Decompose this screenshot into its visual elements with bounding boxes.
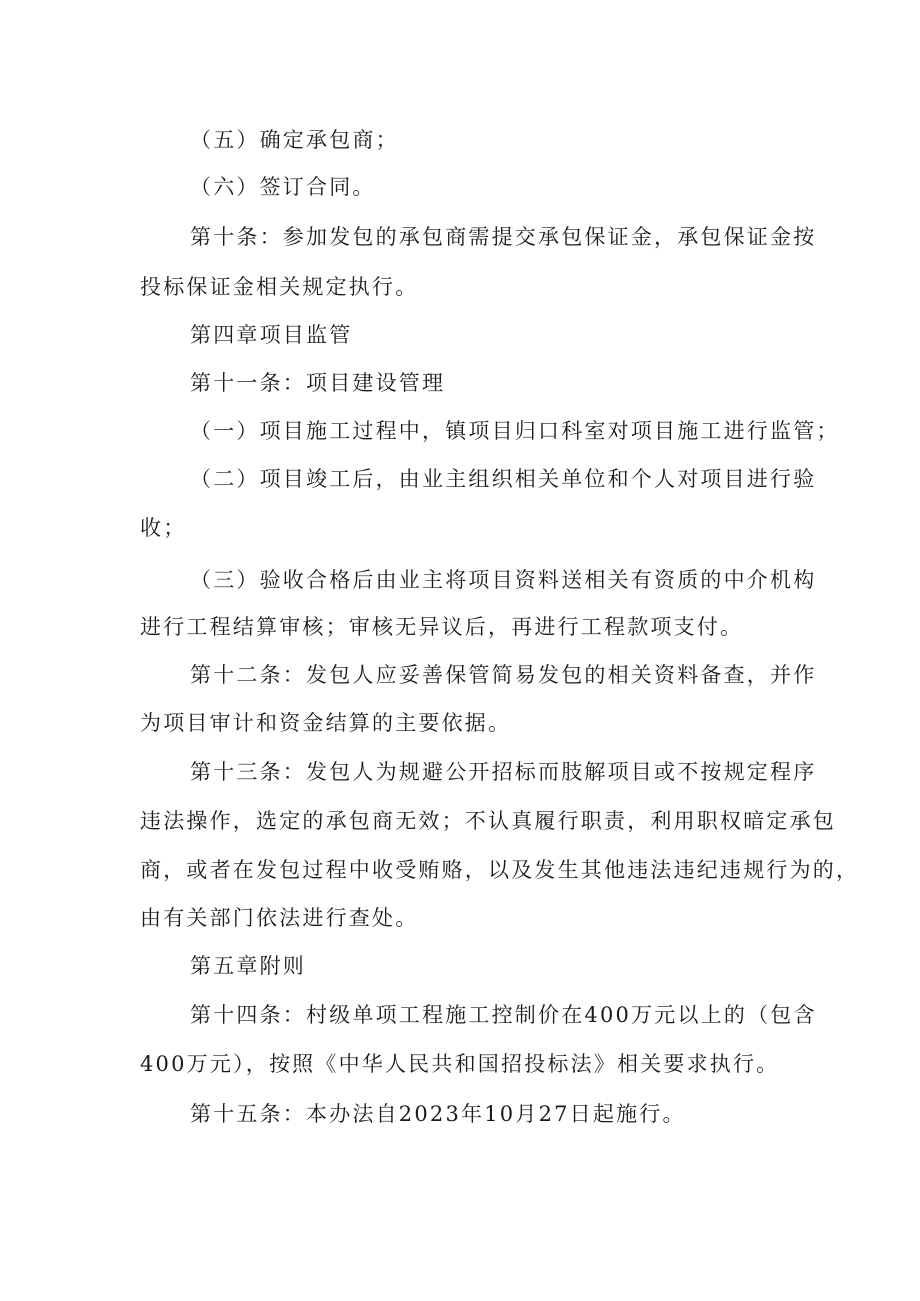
- article-13-line-4: 由有关部门依法进行查处。: [140, 906, 419, 930]
- article-11-item-2-line-2: 收；: [140, 516, 187, 540]
- item-6: （六）签订合同。: [190, 175, 376, 199]
- article-10-line-1: 第十条：参加发包的承包商需提交承包保证金，承包保证金按: [190, 225, 817, 249]
- article-15: 第十五条：本办法自2023年10月27日起施行。: [190, 1102, 686, 1126]
- item-5: （五）确定承包商；: [190, 128, 399, 152]
- article-11-item-1: （一）项目施工过程中，镇项目归口科室对项目施工进行监管；: [190, 419, 840, 443]
- article-12-line-1: 第十二条：发包人应妥善保管简易发包的相关资料备查，并作: [190, 663, 817, 687]
- article-11-item-3-line-1: （三）验收合格后由业主将项目资料送相关有资质的中介机构: [190, 568, 817, 592]
- article-13-line-1: 第十三条：发包人为规避公开招标而肢解项目或不按规定程序: [190, 760, 817, 784]
- article-11-item-2-line-1: （二）项目竣工后，由业主组织相关单位和个人对项目进行验: [190, 467, 817, 491]
- chapter-5-heading: 第五章附则: [190, 954, 306, 978]
- article-10-line-2: 投标保证金相关规定执行。: [140, 275, 419, 299]
- article-13-line-2: 违法操作，选定的承包商无效；不认真履行职责，利用职权暗定承包: [140, 809, 836, 833]
- chapter-4-heading: 第四章项目监管: [190, 323, 353, 347]
- article-13-line-3: 商，或者在发包过程中收受贿赂，以及发生其他违法违纪违规行为的，: [140, 858, 860, 882]
- article-14-line-2: 400万元），按照《中华人民共和国招投标法》相关要求执行。: [140, 1052, 780, 1076]
- article-14-line-1: 第十四条：村级单项工程施工控制价在400万元以上的（包含: [190, 1003, 817, 1027]
- article-11-heading: 第十一条：项目建设管理: [190, 371, 446, 395]
- article-12-line-2: 为项目审计和资金结算的主要依据。: [140, 711, 512, 735]
- article-11-item-3-line-2: 进行工程结算审核；审核无异议后，再进行工程款项支付。: [140, 615, 744, 639]
